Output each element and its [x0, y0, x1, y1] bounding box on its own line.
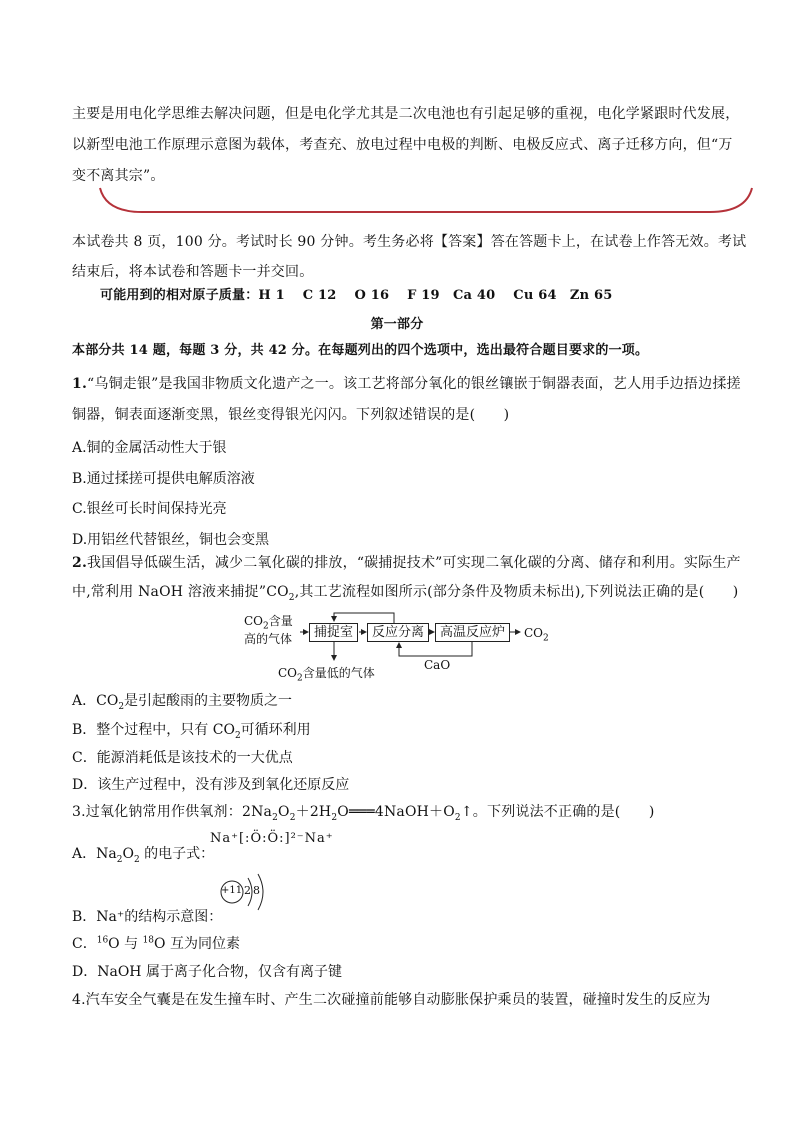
q1-option-d[interactable]: D.用铝丝代替银丝，铜也会变黑 [72, 532, 270, 548]
q2-option-a[interactable]: A．$CO_2$是引起酸雨的主要物质之一 [72, 693, 293, 712]
intro-line-3: 变不离其宗”。 [72, 168, 165, 184]
q1-option-b[interactable]: B.通过揉搓可提供电解质溶液 [72, 471, 255, 487]
q2-process-diagram [244, 610, 564, 682]
intro-line-2: 以新型电池工作原理示意图为载体，考查充、放电过程中电极的判断、电极反应式、离子迁移方向，但“万 [72, 137, 733, 153]
q1-option-a[interactable]: A.铜的金属活动性大于银 [72, 440, 227, 456]
q1-number: 1. [72, 376, 88, 392]
q3-option-a[interactable]: A．$Na_2O_2$ 的电子式： [72, 846, 215, 865]
q1-stem-line-2: 铜器，铜表面逐渐变黑，银丝变得银光闪闪。下列叙述错误的是( ) [72, 407, 510, 423]
q2-input-label: $CO_2$含量 [244, 614, 293, 632]
q2-option-c[interactable]: C．能源消耗低是该技术的一大优点 [72, 750, 293, 766]
q3-nucleus-label: +11 [221, 885, 243, 896]
q3-shell-1-count: 2 [244, 884, 251, 897]
q3-option-d[interactable]: D．NaOH 属于离子化合物，仅含有离子键 [72, 964, 342, 980]
q2-box-separation: 反应分离 [367, 623, 429, 642]
q2-stem-line-1 [72, 552, 741, 572]
exam-info-line-2: 结束后，将本试卷和答题卡一并交回。 [72, 264, 314, 280]
q2-cao-label: CaO [424, 658, 451, 672]
q4-stem-line-1: 4.汽车安全气囊是在发生撞车时、产生二次碰撞前能够自动膨胀保护乘员的装置，碰撞时发生的反应为 [72, 992, 711, 1008]
q1-option-c[interactable]: C.银丝可长时间保持光亮 [72, 501, 227, 517]
q3-option-b[interactable]: B．Na⁺的结构示意图： [72, 909, 223, 925]
q2-number: 2. [72, 555, 88, 571]
q1-stem-line-1 [72, 373, 741, 393]
q3-stem: 3.过氧化钠常用作供氧剂：$2Na_2O_2+2H_2O═══4NaOH+O_2↑$。下列说法不正确的是( ) [72, 804, 655, 823]
q3-shell-2-count: 8 [253, 884, 260, 897]
q2-option-b[interactable]: B．整个过程中，只有 $CO_2$可循环利用 [72, 722, 311, 741]
exam-info-line-1: 本试卷共 8 页，100 分。考试时长 90 分钟。考生务必将【答案】答在答题卡上，在试卷上作答无效。考试 [72, 234, 747, 250]
q2-option-d[interactable]: D．该生产过程中，没有涉及到氧化还原反应 [72, 777, 350, 793]
decorative-divider-curve [96, 184, 756, 218]
q3-option-c[interactable]: C．$^{16}$O 与 $^{18}$O 互为同位素 [72, 935, 240, 952]
section-instruction: 本部分共 14 题，每题 3 分，共 42 分。在每题列出的四个选项中，选出最符合题目要求的一项。 [72, 343, 649, 358]
q2-box-furnace: 高温反应炉 [435, 623, 510, 642]
q2-stem-line-2: 中,常利用 NaOH 溶液来捕捉$”CO_2$,其工艺流程如图所示(部分条件及物质未标出),下列说法正确的是( ) [72, 584, 739, 603]
q3-ion-structure-diagram [218, 872, 278, 912]
intro-line-1: 主要是用电化学思维去解决问题，但是电化学尤其是二次电池也有引起足够的重视，电化学紧跟时代发展， [72, 106, 740, 122]
q1-stem-text: “乌铜走银”是我国非物质文化遗产之一。该工艺将部分氧化的银丝镶嵌于铜器表面，艺人用手边捂边揉搓 [87, 376, 741, 392]
q2-output-label: $CO_2$ [524, 626, 549, 644]
section-title: 第一部分 [370, 317, 424, 332]
atomic-masses: 可能用到的相对原子质量：H 1 C 12 O 16 F 19 Ca 40 Cu 64 Zn 65 [100, 288, 613, 303]
q3-electron-formula: Na⁺[:Ö:Ö:]²⁻Na⁺ [210, 831, 334, 846]
q2-stem-text: 我国倡导低碳生活，减少二氧化碳的排放，“碳捕捉技术”可实现二氧化碳的分离、储存和利用。实际生产 [87, 555, 741, 571]
q2-box-capture-chamber: 捕捉室 [309, 623, 358, 642]
q2-exhaust-label: $CO_2$含量低的气体 [278, 666, 375, 684]
q2-input-label-2: 高的气体 [244, 632, 293, 646]
